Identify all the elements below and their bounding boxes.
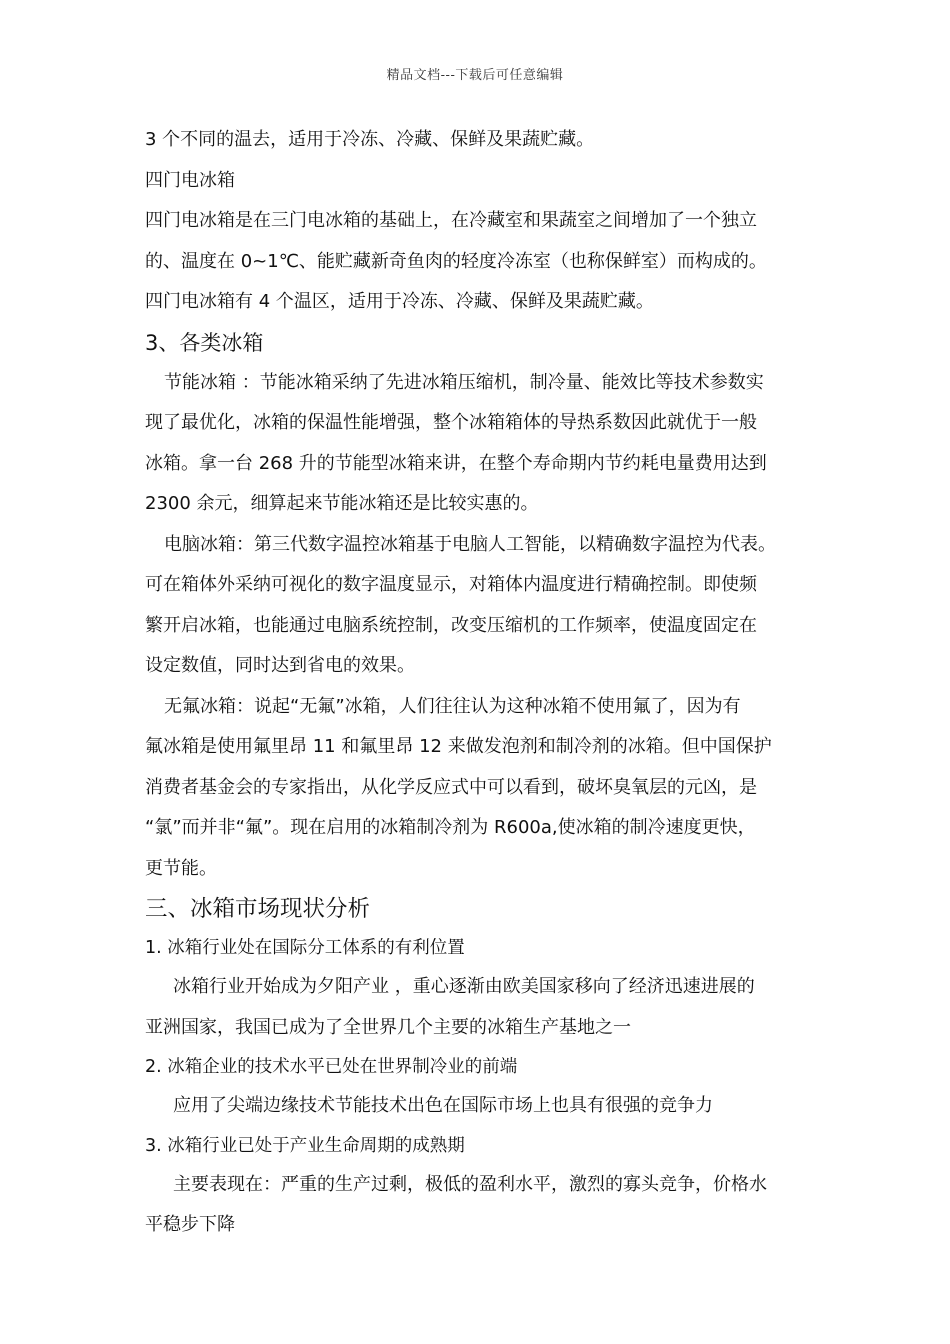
chapter-heading: 三、冰箱市场现状分析 <box>145 896 371 922</box>
text-line: 平稳步下降 <box>145 1214 235 1235</box>
document-body <box>145 120 810 1246</box>
text-line: 2300 余元，细算起来节能冰箱还是比较实惠的。 <box>145 493 539 514</box>
text-line: 亚洲国家，我国已成为了全世界几个主要的冰箱生产基地之一 <box>145 1016 631 1038</box>
paragraph-four-door-fridge <box>145 120 810 323</box>
list-item <box>145 929 810 1048</box>
text-line: 冰箱。拿一台 268 升的节能型冰箱来讲，在整个寿命期内节约耗电量费用达到 <box>145 452 767 474</box>
section-heading: 3、各类冰箱 <box>145 330 264 355</box>
text-line: 四门电冰箱 <box>145 169 235 191</box>
paragraph-computer-fridge <box>145 525 810 687</box>
list-item <box>145 1048 810 1127</box>
page-header: 精品文档---下载后可任意编辑 <box>386 68 564 83</box>
text-line: 更节能。 <box>145 857 217 879</box>
text-line: 繁开启冰箱，也能通过电脑系统控制，改变压缩机的工作频率，使温度固定在 <box>145 614 757 636</box>
text-line: 现了最优化，冰箱的保温性能增强，整个冰箱箱体的导热系数因此就优于一般 <box>145 412 757 433</box>
text-line: 电脑冰箱：第三代数字温控冰箱基于电脑人工智能，以精确数字温控为代表。 <box>164 533 776 555</box>
text-line: 设定数值，同时达到省电的效果。 <box>145 655 415 676</box>
text-line: 四门电冰箱是在三门电冰箱的基础上，在冷藏室和果蔬室之间增加了一个独立 <box>145 210 757 231</box>
text-line: 可在箱体外采纳可视化的数字温度显示，对箱体内温度进行精确控制。即使频 <box>145 574 757 595</box>
paragraph-energy-saving <box>145 363 810 525</box>
text-line: 四门电冰箱有 4 个温区，适用于冷冻、冷藏、保鲜及果蔬贮藏。 <box>145 291 654 312</box>
text-line: 冰箱行业开始成为夕阳产业 ，重心逐渐由欧美国家移向了经济迅速进展的 <box>173 976 755 997</box>
text-line: “氯”而并非“氟”。现在启用的冰箱制冷剂为 R600a,使冰箱的制冷速度更快， <box>145 817 756 838</box>
text-line: 应用了尖端边缘技术节能技术出色在国际市场上也具有很强的竞争力 <box>173 1095 713 1116</box>
text-line: 无氟冰箱：说起“无氟”冰箱，人们往往认为这种冰箱不使用氟了，因为有 <box>164 695 741 717</box>
paragraph-fluorine-free <box>145 687 810 890</box>
text-line: 的、温度在 0~1℃、能贮藏新奇鱼肉的轻度冷冻室（也称保鲜室）而构成的。 <box>145 250 767 272</box>
text-line: 氟冰箱是使用氟里昂 11 和氟里昂 12 来做发泡剂和制冷剂的冰箱。但中国保护 <box>145 736 772 757</box>
text-line: 节能冰箱 ：节能冰箱采纳了先进冰箱压缩机，制冷量、能效比等技术参数实 <box>164 371 764 393</box>
list-item-title: 2. 冰箱企业的技术水平已处在世界制冷业的前端 <box>145 1057 518 1077</box>
list-item-title: 1. 冰箱行业处在国际分工体系的有利位置 <box>145 938 465 958</box>
text-line: 主要表现在：严重的生产过剩，极低的盈利水平，激烈的寡头竞争，价格水 <box>173 1173 767 1195</box>
text-line: 3 个不同的温去，适用于冷冻、冷藏、保鲜及果蔬贮藏。 <box>145 129 595 150</box>
list-item <box>145 1127 810 1246</box>
list-item-title: 3. 冰箱行业已处于产业生命周期的成熟期 <box>145 1135 465 1156</box>
text-line: 消费者基金会的专家指出，从化学反应式中可以看到，破坏臭氧层的元凶，是 <box>145 776 757 798</box>
